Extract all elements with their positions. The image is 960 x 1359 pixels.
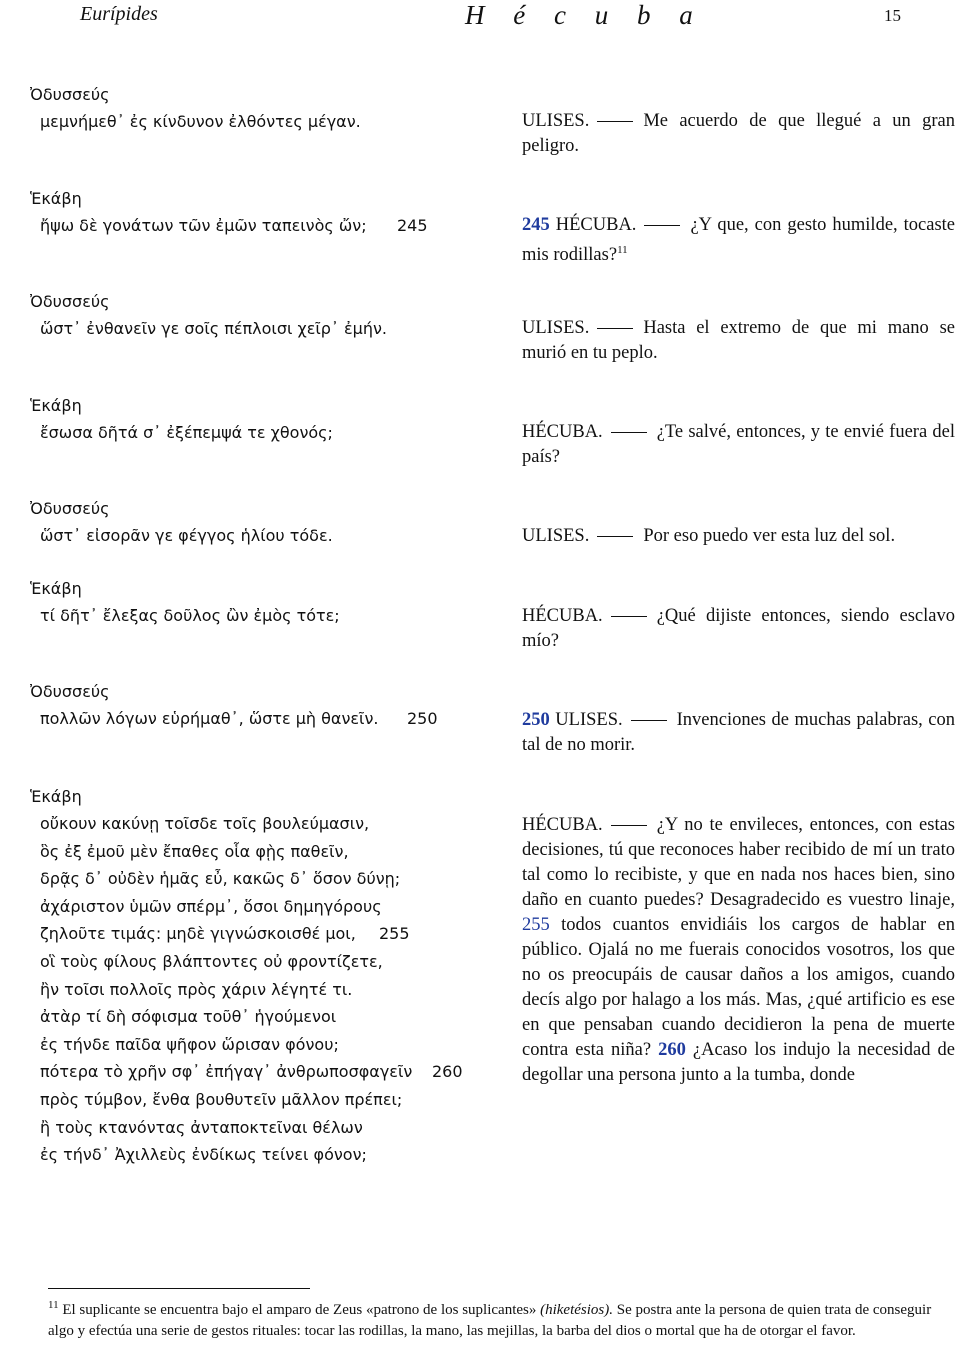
- speaker-name: ULISES.: [522, 111, 590, 131]
- greek-verse-line: ἤψω δὲ γονάτων τῶν ἐμῶν ταπεινὸς ὤν;: [40, 216, 367, 235]
- speech-text: Hasta el extremo de que mi mano se murió en tu peplo.: [522, 318, 955, 363]
- line-number: 245: [522, 215, 550, 235]
- question-mark: ¿: [656, 606, 665, 626]
- spanish-line: [522, 708, 955, 758]
- greek-speaker: Ἑκάβη: [30, 787, 82, 806]
- verse-number: 245: [397, 216, 428, 235]
- speech-text: Invenciones de muchas palabras, con tal de no morir.: [522, 710, 956, 755]
- greek-verse-line: ὥστ᾽ εἰσορᾶν γε φέγγος ἡλίου τόδε.: [40, 526, 333, 545]
- line-number: 260: [658, 1040, 686, 1060]
- speaker-name: ULISES.: [555, 710, 623, 730]
- spanish-line: [522, 109, 955, 159]
- line-number: 255: [522, 915, 550, 935]
- em-dash: [611, 616, 647, 617]
- question-mark: ¿: [656, 422, 665, 442]
- greek-verse-line: μεμνήμεθ᾽ ἐς κίνδυνον ἐλθόντες μέγαν.: [40, 112, 361, 131]
- speaker-name: ULISES.: [522, 526, 590, 546]
- greek-verse-line: ἢ τοὺς κτανόντας ἀνταποκτεῖναι θέλων: [40, 1117, 363, 1137]
- greek-speaker: Ἑκάβη: [30, 396, 82, 415]
- speech-part: Acaso los indujo la necesidad de degollar una persona junto a la tumba, donde: [522, 1040, 955, 1085]
- speaker-name: HÉCUBA.: [522, 606, 603, 626]
- footnote-rule: [48, 1288, 310, 1289]
- speaker-name: HÉCUBA.: [522, 422, 603, 442]
- speech-part: Y no te envileces, entonces, con estas decisiones, tú que reconoces haber recibido de mí un trato tal como lo recibiste, y que en nada nos haces bien, sino daño en cuanto puedes? Desagradecido es vuestro linaje,: [522, 815, 955, 910]
- spanish-line: [522, 213, 955, 268]
- verse-number: 255: [379, 924, 410, 944]
- footnote-ref: 11: [617, 244, 628, 256]
- running-title: H é c u b a: [465, 0, 704, 30]
- greek-verse-line: ζηλοῦτε τιμάς: μηδὲ γιγνώσκοισθέ μοι,: [40, 924, 356, 944]
- line-number: 250: [522, 710, 550, 730]
- greek-speaker: Ἑκάβη: [30, 579, 82, 598]
- running-author: Eurípides: [80, 3, 158, 25]
- speaker-name: HÉCUBA.: [522, 815, 603, 835]
- spanish-line: [522, 524, 955, 549]
- speech-text: Me acuerdo de que llegué a un gran peligro.: [522, 111, 955, 156]
- em-dash: [631, 720, 667, 721]
- speaker-name: HÉCUBA.: [555, 215, 637, 235]
- footnote-text: El suplicante se encuentra bajo el amparo de Zeus «patrono de los suplicantes»: [62, 1302, 537, 1318]
- page-number: 15: [884, 6, 901, 25]
- greek-verse-line: πρὸς τύμβον, ἔνθα βουθυτεῖν μᾶλλον πρέπει;: [40, 1090, 403, 1109]
- em-dash: [611, 825, 647, 826]
- greek-verse-line: ὃς ἐξ ἐμοῦ μὲν ἔπαθες οἷα φῂς παθεῖν,: [40, 841, 349, 861]
- greek-verse-line: οὔκουν κακύνῃ τοῖσδε τοῖς βουλεύμασιν,: [40, 814, 370, 833]
- greek-verse-line: ἀχάριστον ὑμῶν σπέρμ᾽, ὅσοι δημηγόρους: [40, 896, 382, 916]
- em-dash: [644, 225, 680, 226]
- greek-speaker: Ὀδυσσεύς: [30, 499, 110, 518]
- verse-number: 260: [432, 1062, 463, 1082]
- greek-speaker: Ὀδυσσεύς: [30, 85, 110, 104]
- question-mark: ¿: [656, 815, 665, 835]
- spanish-line: [522, 316, 955, 366]
- speech-text: Qué dijiste entonces, siendo esclavo mío?: [522, 606, 955, 651]
- long-speech-paragraph: [522, 813, 955, 1088]
- greek-speaker: Ὀδυσσεύς: [30, 292, 110, 311]
- greek-verse-line: ἢν τοῖσι πολλοῖς πρὸς χάριν λέγητέ τι.: [40, 979, 353, 999]
- footnote-marker: 11: [48, 1299, 59, 1311]
- em-dash: [597, 328, 633, 329]
- question-mark: ¿: [690, 215, 699, 235]
- speech-part: todos cuantos envidiáis los cargos de hablar en público. Ojalá no me fuerais conocidos vosotros, los que no os preocupáis de causar daños a los amigos, cuando decís algo por halago a los más. Mas,: [522, 915, 956, 1010]
- footnote: [48, 1295, 938, 1342]
- speech-part: qué artificio es ese en que pensaban cuando decidieron la pena de muerte contra esta niña?: [522, 990, 956, 1060]
- spanish-line: [522, 420, 955, 470]
- em-dash: [597, 536, 633, 537]
- greek-verse-line: ὥστ᾽ ἐνθανεῖν γε σοῖς πέπλοισι χεῖρ᾽ ἐμήν.: [40, 319, 387, 338]
- speech-text: Por eso puedo ver esta luz del sol.: [643, 526, 896, 546]
- verse-number: 250: [407, 709, 438, 728]
- question-mark: ¿: [692, 1040, 702, 1060]
- greek-verse-line: πότερα τὸ χρῆν σφ᾽ ἐπήγαγ᾽ ἀνθρωποσφαγεῖν: [40, 1062, 413, 1082]
- em-dash: [611, 432, 647, 433]
- greek-speaker: Ἑκάβη: [30, 189, 82, 208]
- greek-verse-line: πολλῶν λόγων εὑρήμαθ᾽, ὥστε μὴ θανεῖν.: [40, 709, 379, 728]
- footnote-term: (hiketésios).: [540, 1302, 613, 1318]
- greek-verse-line: ἐς τήνδε παῖδα ψῆφον ὥρισαν φόνου;: [40, 1034, 339, 1054]
- greek-verse-line: ἀτὰρ τί δὴ σόφισμα τοῦθ᾽ ἡγούμενοι: [40, 1007, 337, 1027]
- question-mark: ¿: [807, 990, 816, 1010]
- greek-verse-line: τί δῆτ᾽ ἔλεξας δοῦλος ὢν ἐμὸς τότε;: [40, 606, 340, 625]
- greek-verse-line: οἳ τοὺς φίλους βλάπτοντες οὐ φροντίζετε,: [40, 952, 383, 971]
- em-dash: [597, 121, 633, 122]
- speaker-name: ULISES.: [522, 318, 590, 338]
- greek-verse-line: ἔσωσα δῆτά σ᾽ ἐξέπεμψά τε χθονός;: [40, 423, 333, 442]
- spanish-line: [522, 604, 955, 654]
- greek-verse-line: ἐς τήνδ᾽ Ἀχιλλεὺς ἐνδίκως τείνει φόνον;: [40, 1145, 367, 1165]
- greek-verse-line: δρᾷς δ᾽ οὐδὲν ἡμᾶς εὖ, κακῶς δ᾽ ὅσον δύνῃ;: [40, 869, 401, 889]
- speech-text: Y que, con gesto humilde, tocaste mis rodillas?: [522, 215, 956, 266]
- footnote-text: Se postra ante la persona de quien trata de conseguir algo y efectúa una serie de gestos rituales: tocar las rodillas, la mano, las mejillas, la barba del dios o mortal que ha de otorgar el favor.: [48, 1302, 932, 1339]
- greek-speaker: Ὀδυσσεύς: [30, 682, 110, 701]
- speech-text: Te salvé, entonces, y te envié fuera del país?: [522, 422, 955, 467]
